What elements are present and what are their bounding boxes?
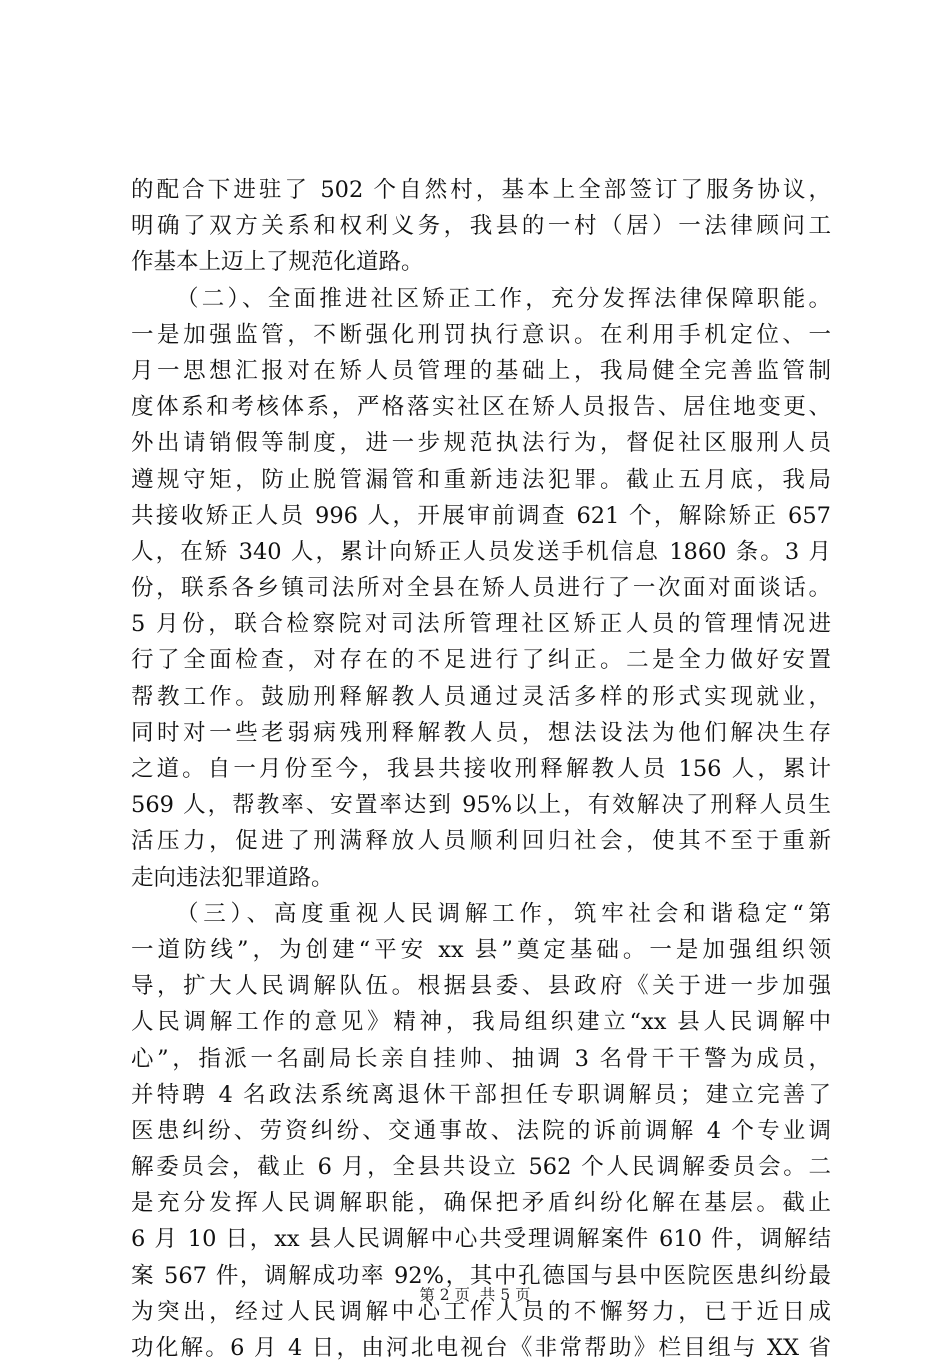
- text-line: 是充分发挥人民调解职能，确保把矛盾纠纷化解在基层。截止: [131, 1190, 831, 1217]
- text-line: 人，在矫 340 人，累计向矫正人员发送手机信息 1860 条。3 月: [131, 538, 831, 565]
- page-total: 共 5 页: [479, 1286, 531, 1304]
- page-number: 第 2 页: [419, 1286, 471, 1304]
- text-line: 一是加强监管，不断强化刑罚执行意识。在利用手机定位、一: [131, 321, 831, 348]
- text-line: 为突出，经过人民调解中心工作人员的不懈努力，已于近日成: [131, 1298, 831, 1325]
- text-line: 5 月份，联合检察院对司法所管理社区矫正人员的管理情况进: [131, 611, 831, 638]
- text-line: 并特聘 4 名政法系统离退休干部担任专职调解员；建立完善了: [131, 1081, 831, 1108]
- text-line: 活压力，促进了刑满释放人员顺利回归社会，使其不至于重新: [131, 828, 831, 855]
- document-body: [131, 172, 831, 1366]
- text-line: 6 月 10 日，xx 县人民调解中心共受理调解案件 610 件，调解结: [131, 1226, 831, 1253]
- text-line: 走向违法犯罪道路。: [131, 864, 334, 891]
- text-line: 一道防线”，为创建“平安 xx 县”奠定基础。一是加强组织领: [131, 936, 831, 963]
- text-line: 遵规守矩，防止脱管漏管和重新违法犯罪。截止五月底，我局: [131, 466, 831, 493]
- text-line: 月一思想汇报对在矫人员管理的基础上，我局健全完善监管制: [131, 357, 831, 384]
- text-line: 医患纠纷、劳资纠纷、交通事故、法院的诉前调解 4 个专业调: [131, 1117, 831, 1144]
- text-line: 度体系和考核体系，严格落实社区在矫人员报告、居住地变更、: [131, 394, 831, 421]
- text-line: 的配合下进驻了 502 个自然村，基本上全部签订了服务协议，: [131, 177, 831, 203]
- text-line: 明确了双方关系和权利义务，我县的一村（居）一法律顾问工: [131, 213, 831, 240]
- text-line: 569 人，帮教率、安置率达到 95%以上，有效解决了刑释人员生: [131, 792, 831, 819]
- text-line: 帮教工作。鼓励刑释解教人员通过灵活多样的形式实现就业，: [131, 683, 831, 710]
- text-line: （二）、全面推进社区矫正工作，充分发挥法律保障职能。: [176, 285, 831, 312]
- text-line: 解委员会，截止 6 月，全县共设立 562 个人民调解委员会。二: [131, 1154, 831, 1181]
- text-line: 之道。自一月份至今，我县共接收刑释解教人员 156 人，累计: [131, 756, 831, 782]
- page-footer: [0, 1283, 950, 1305]
- text-line: 案 567 件，调解成功率 92%，其中孔德国与县中医院医患纠纷最: [131, 1262, 831, 1289]
- text-line: 份，联系各乡镇司法所对全县在矫人员进行了一次面对面谈话。: [131, 575, 831, 602]
- text-line: （三）、高度重视人民调解工作，筑牢社会和谐稳定“第: [176, 900, 831, 927]
- text-line: 人民调解工作的意见》精神，我局组织建立“xx 县人民调解中: [131, 1009, 831, 1036]
- text-line: 同时对一些老弱病残刑释解教人员，想法设法为他们解决生存: [131, 719, 831, 746]
- text-line: 共接收矫正人员 996 人，开展审前调查 621 个，解除矫正 657: [131, 502, 831, 529]
- text-line: 作基本上迈上了规范化道路。: [131, 249, 424, 276]
- text-line: 导，扩大人民调解队伍。根据县委、县政府《关于进一步加强: [131, 973, 831, 1000]
- text-line: 行了全面检查，对存在的不足进行了纠正。二是全力做好安置: [131, 647, 831, 674]
- text-line: 功化解。6 月 4 日，由河北电视台《非常帮助》栏目组与 XX 省: [131, 1335, 831, 1361]
- text-line: 心”，指派一名副局长亲自挂帅、抽调 3 名骨干干警为成员，: [131, 1045, 831, 1072]
- text-line: 外出请销假等制度，进一步规范执法行为，督促社区服刑人员: [131, 430, 831, 457]
